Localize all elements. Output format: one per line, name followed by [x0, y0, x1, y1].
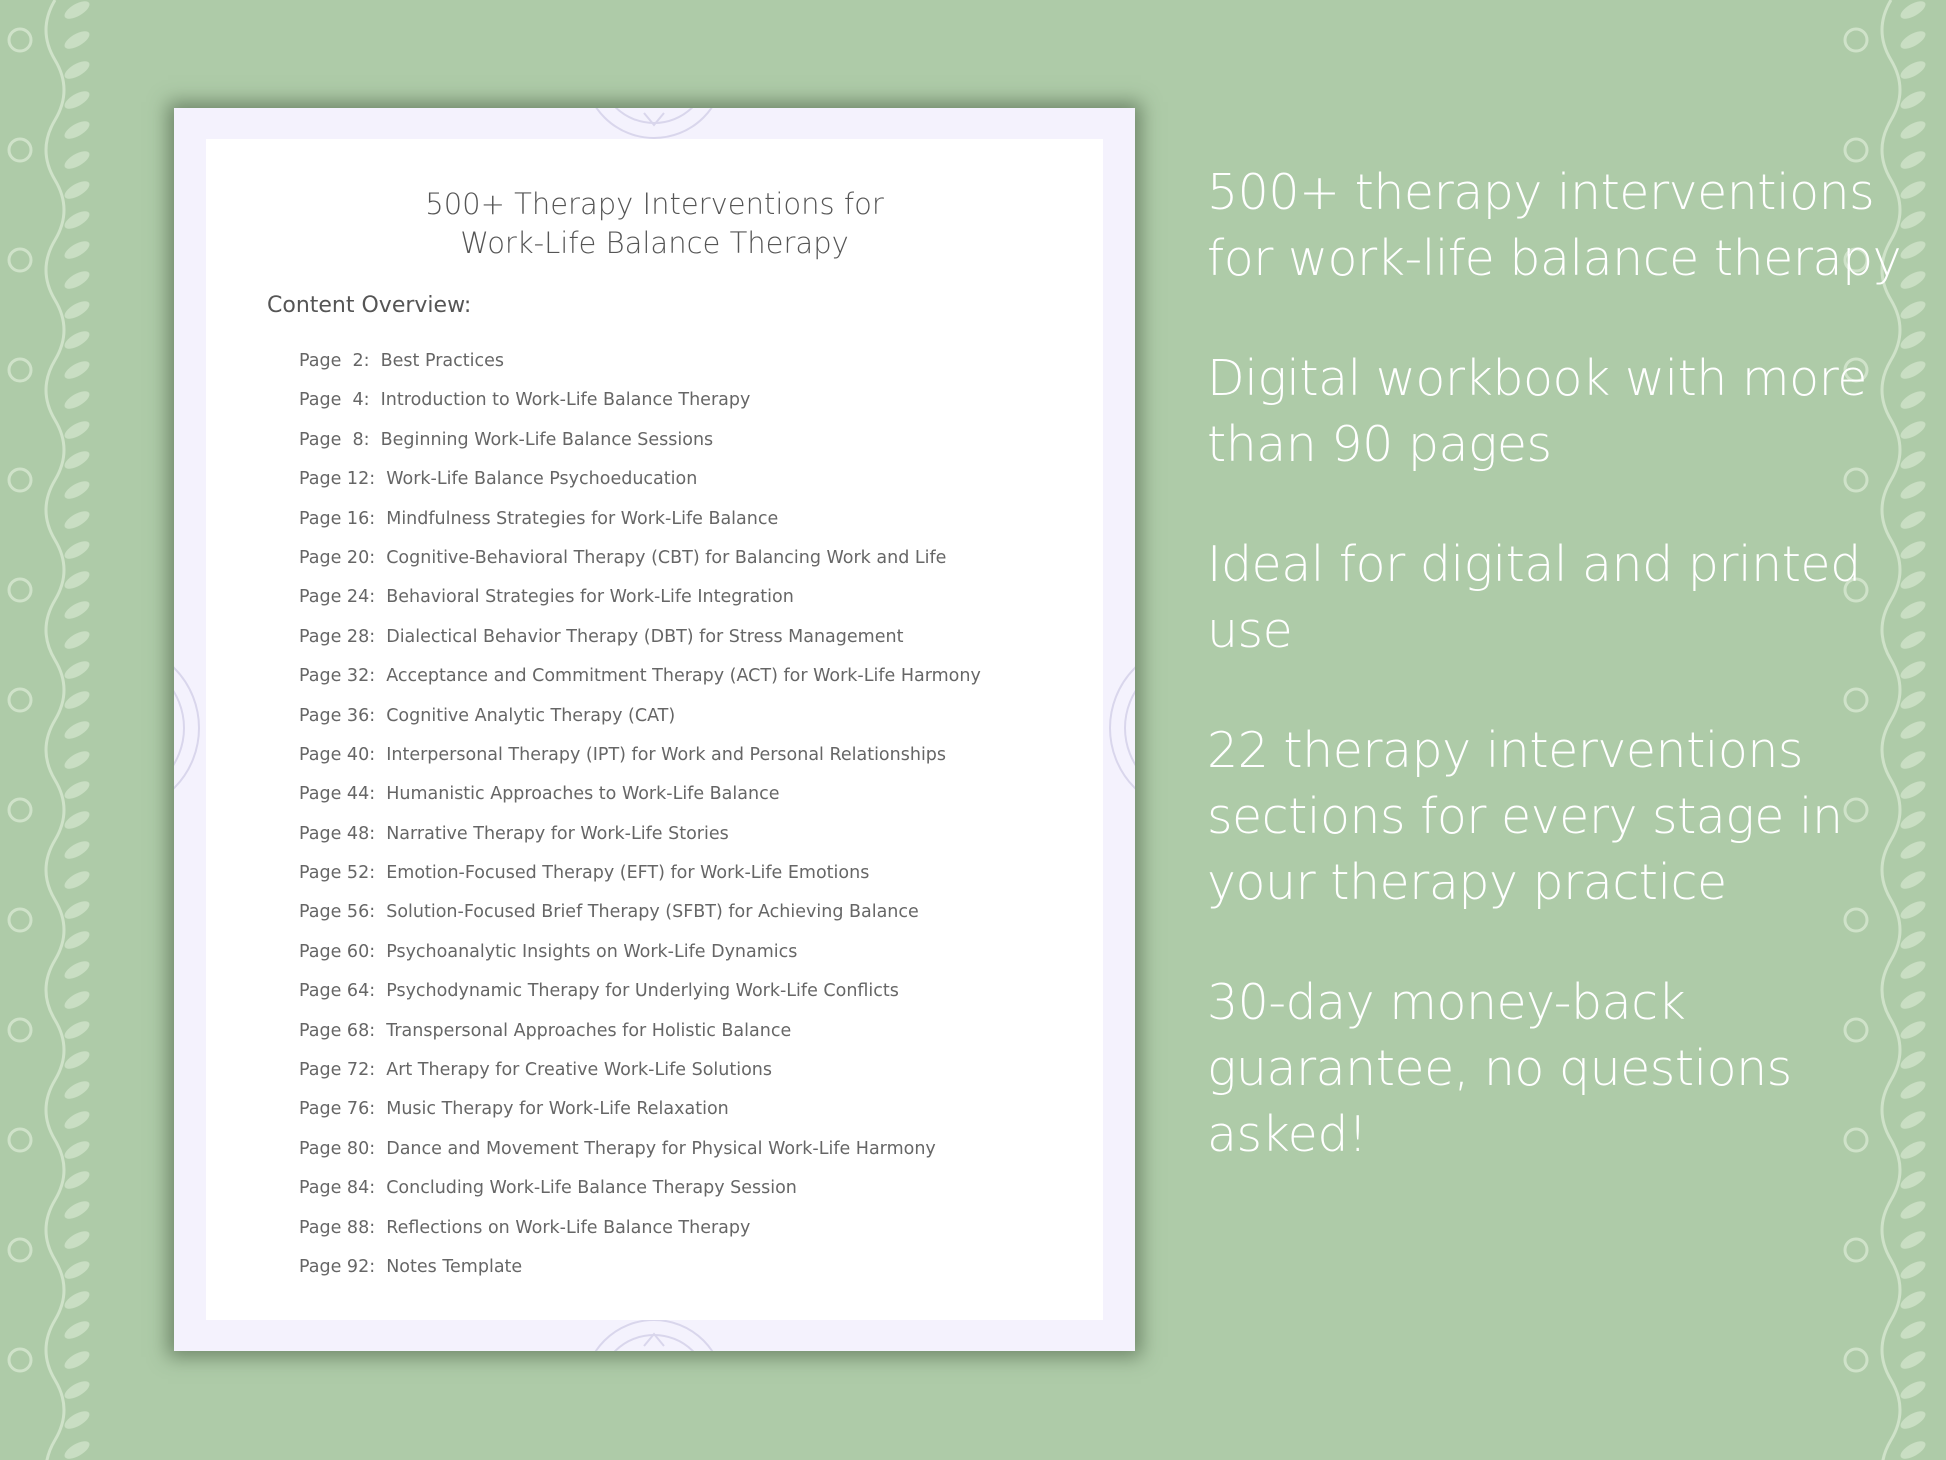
toc-item: Page 36: Cognitive Analytic Therapy (CAT) [299, 705, 676, 726]
toc-item: Page 16: Mindfulness Strategies for Work-Life Balance [299, 508, 779, 529]
toc-item: Page 24: Behavioral Strategies for Work-Life Integration [299, 587, 794, 608]
toc-item: Page 84: Concluding Work-Life Balance Therapy Session [299, 1178, 797, 1199]
feature-list [1207, 160, 1927, 1222]
toc-item: Page 56: Solution-Focused Brief Therapy (SFBT) for Achieving Balance [299, 902, 919, 923]
toc-item: Page 8: Beginning Work-Life Balance Sessions [299, 429, 714, 450]
toc-item: Page 2: Best Practices [299, 351, 504, 371]
workbook-page-preview [174, 108, 1135, 1351]
toc-item: Page 80: Dance and Movement Therapy for Physical Work-Life Harmony [299, 1138, 936, 1159]
mandala-ornament-bottom [504, 1320, 804, 1351]
feature-text: 30-day money-back guarantee, no questions asked! [1207, 974, 1792, 1163]
toc-item: Page 76: Music Therapy for Work-Life Relaxation [299, 1099, 729, 1120]
toc-item: Page 92: Notes Template [299, 1256, 523, 1277]
feature-text: Digital workbook with more than 90 pages [1207, 350, 1867, 473]
toc-item: Page 68: Transpersonal Approaches for Holistic Balance [299, 1020, 792, 1041]
feature-text: 22 therapy interventions sections for every stage in your therapy practice [1207, 722, 1843, 911]
table-of-contents [299, 342, 981, 1287]
title-line-1: 500+ Therapy Interventions for [425, 187, 884, 221]
toc-item: Page 28: Dialectical Behavior Therapy (DBT) for Stress Management [299, 626, 904, 647]
toc-item: Page 88: Reflections on Work-Life Balance Therapy [299, 1217, 751, 1238]
toc-item: Page 72: Art Therapy for Creative Work-Life Solutions [299, 1060, 772, 1081]
feature-text: Ideal for digital and printed use [1207, 536, 1861, 659]
toc-item: Page 48: Narrative Therapy for Work-Life Stories [299, 823, 729, 844]
title-line-2: Work-Life Balance Therapy [460, 226, 849, 260]
toc-item: Page 20: Cognitive-Behavioral Therapy (CBT) for Balancing Work and Life [299, 547, 947, 568]
feature-text: 500+ therapy interventions for work-life balance therapy [1207, 164, 1902, 287]
toc-item: Page 60: Psychoanalytic Insights on Work-Life Dynamics [299, 941, 798, 962]
content-overview-heading: Content Overview: [267, 293, 472, 318]
mandala-ornament-right [1103, 608, 1135, 848]
mandala-ornament-top [504, 108, 804, 139]
page-content [206, 139, 1103, 1320]
toc-item: Page 32: Acceptance and Commitment Therapy (ACT) for Work-Life Harmony [299, 666, 981, 687]
toc-item: Page 12: Work-Life Balance Psychoeducation [299, 469, 698, 490]
floral-vine-left [0, 0, 130, 1460]
toc-item: Page 52: Emotion-Focused Therapy (EFT) for Work-Life Emotions [299, 863, 870, 884]
document-title [206, 185, 1103, 263]
toc-item: Page 44: Humanistic Approaches to Work-Life Balance [299, 784, 780, 805]
toc-item: Page 4: Introduction to Work-Life Balance Therapy [299, 390, 751, 411]
toc-item: Page 40: Interpersonal Therapy (IPT) for Work and Personal Relationships [299, 744, 947, 765]
mandala-ornament-left [174, 608, 206, 848]
toc-item: Page 64: Psychodynamic Therapy for Underlying Work-Life Conflicts [299, 981, 899, 1002]
